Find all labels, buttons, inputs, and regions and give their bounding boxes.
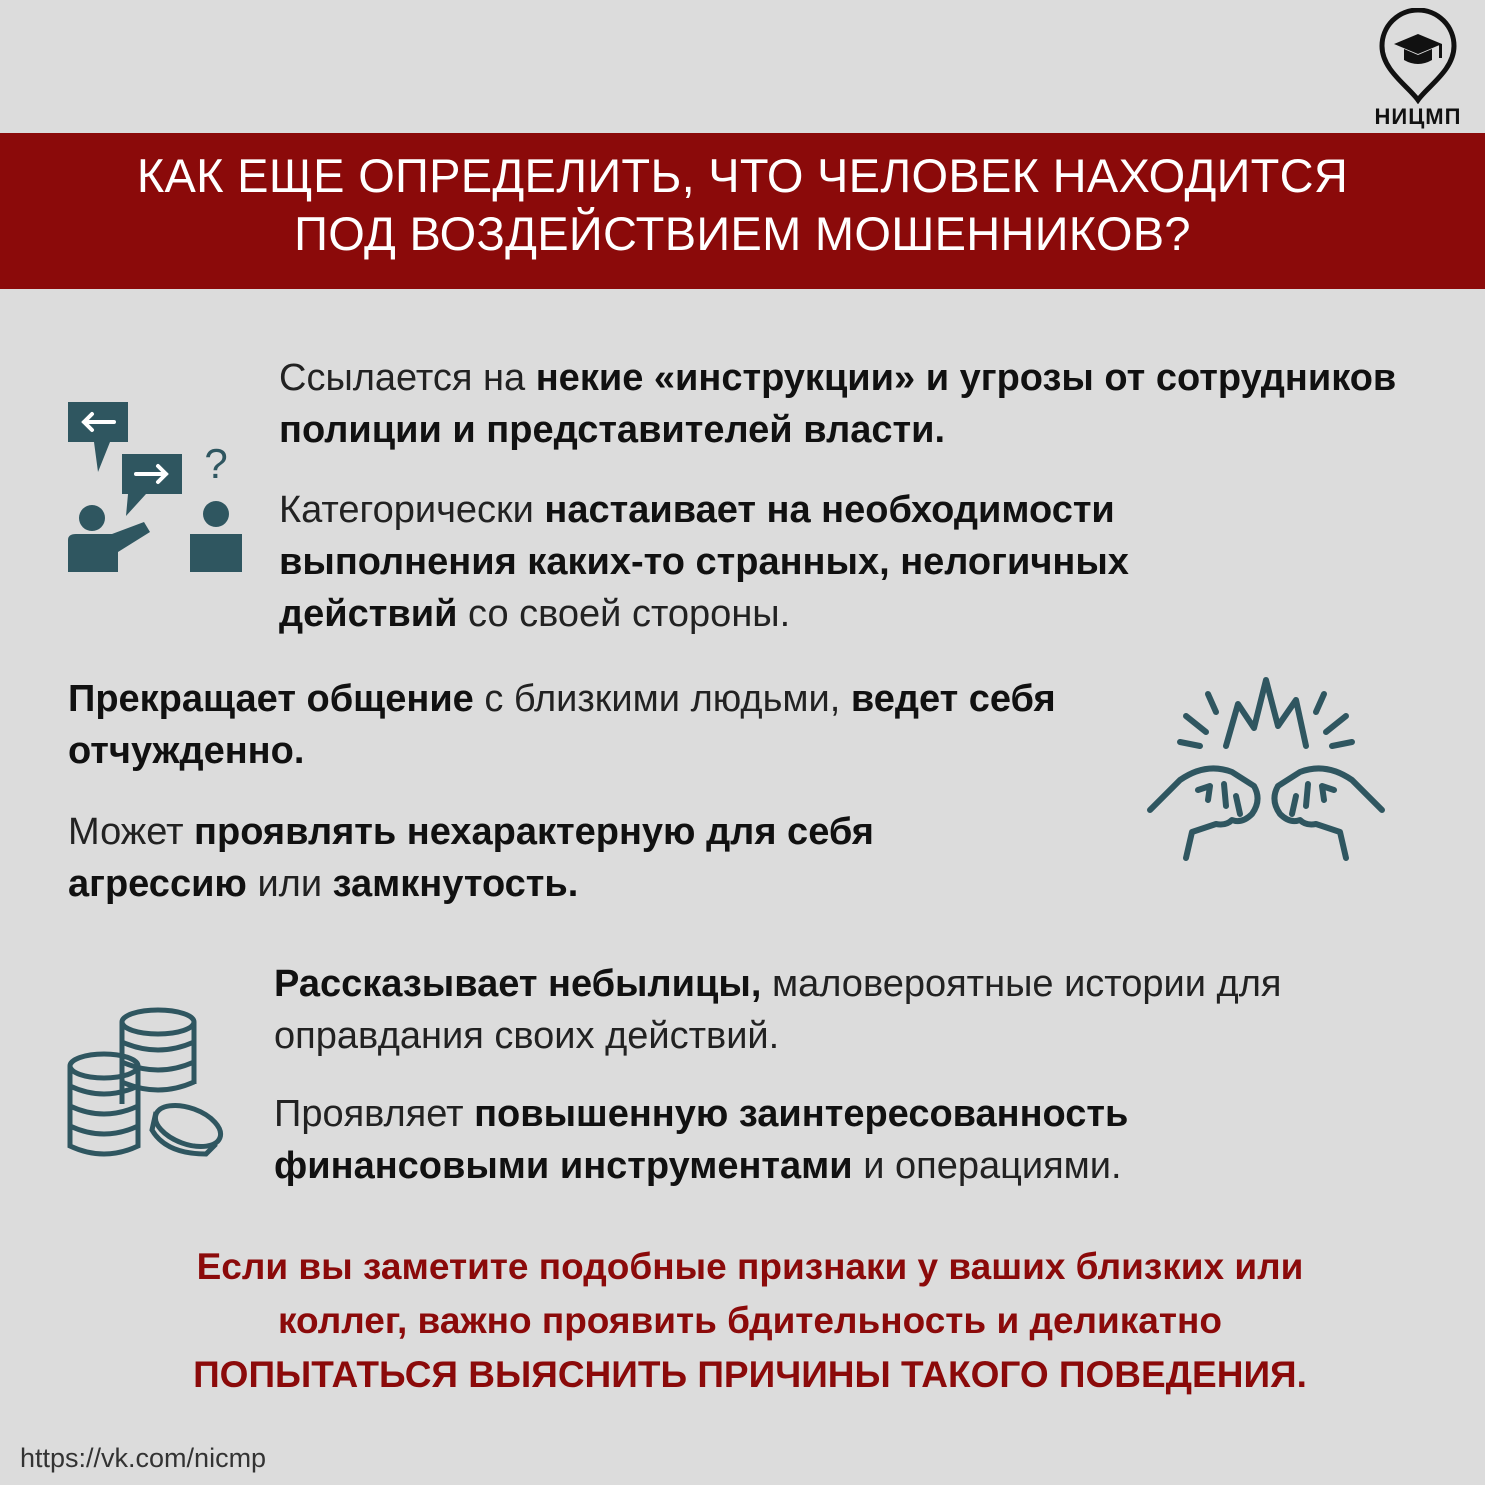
item-finance-interest (274, 1088, 1334, 1192)
graduation-cap-pin-icon (1378, 8, 1458, 104)
warning-line-3: ПОПЫТАТЬСЯ ВЫЯСНИТЬ ПРИЧИНЫ ТАКОГО ПОВЕДЕНИЯ. (193, 1354, 1307, 1395)
item-4-text-mid: или (246, 863, 333, 905)
warning-line-1: Если вы заметите подобные признаки у ваших близких или (196, 1246, 1304, 1287)
item-3-bold-end: ведет себя отчужденно. (68, 678, 1056, 772)
warning-message (60, 1240, 1440, 1402)
conversation-people-icon (66, 400, 248, 578)
item-4-text: Может (68, 811, 195, 853)
item-instructions (279, 352, 1399, 456)
footer-url[interactable]: https://vk.com/nicmp (20, 1443, 267, 1473)
item-6-bold: повышенную заинтересованность финансовыми инструментами (274, 1093, 1129, 1187)
item-isolation (68, 673, 1148, 777)
item-5-text: маловероятные истории для оправдания своих действий. (274, 963, 1282, 1057)
logo-text: НИЦМП (1374, 104, 1462, 129)
logo (1362, 6, 1474, 128)
svg-text:?: ? (204, 440, 228, 487)
item-tall-tales (274, 958, 1394, 1062)
item-4-bold: проявлять нехарактерную для себя агрессию (68, 811, 874, 905)
item-1-bold: некие «инструкции» и угрозы от сотрудников полиции и представителей власти. (279, 357, 1397, 451)
item-3-bold: Прекращает общение (68, 678, 474, 720)
item-1-text: Ссылается на (279, 357, 536, 399)
item-2-text: Категорически (279, 489, 545, 531)
coins-stack-icon (66, 1004, 232, 1164)
fists-conflict-icon (1146, 676, 1386, 862)
item-4-bold-end: замкнутость. (332, 863, 579, 905)
item-6-text-end: и операциями. (852, 1145, 1122, 1187)
title-line-2: ПОД ВОЗДЕЙСТВИЕМ МОШЕННИКОВ? (294, 207, 1191, 260)
item-2-text-end: со своей стороны. (457, 593, 791, 635)
item-2-bold: настаивает на необходимости выполнения каких-то странных, нелогичных действий (279, 489, 1129, 635)
item-5-bold: Рассказывает небылицы, (274, 963, 762, 1005)
title-line-1: КАК ЕЩЕ ОПРЕДЕЛИТЬ, ЧТО ЧЕЛОВЕК НАХОДИТСЯ (136, 149, 1349, 202)
item-strange-actions (279, 484, 1299, 640)
item-aggression (68, 806, 988, 910)
item-3-text: с близкими людьми, (473, 678, 851, 720)
item-6-text: Проявляет (274, 1093, 475, 1135)
title-banner (0, 133, 1485, 289)
warning-line-2: коллег, важно проявить бдительность и деликатно (278, 1300, 1222, 1341)
